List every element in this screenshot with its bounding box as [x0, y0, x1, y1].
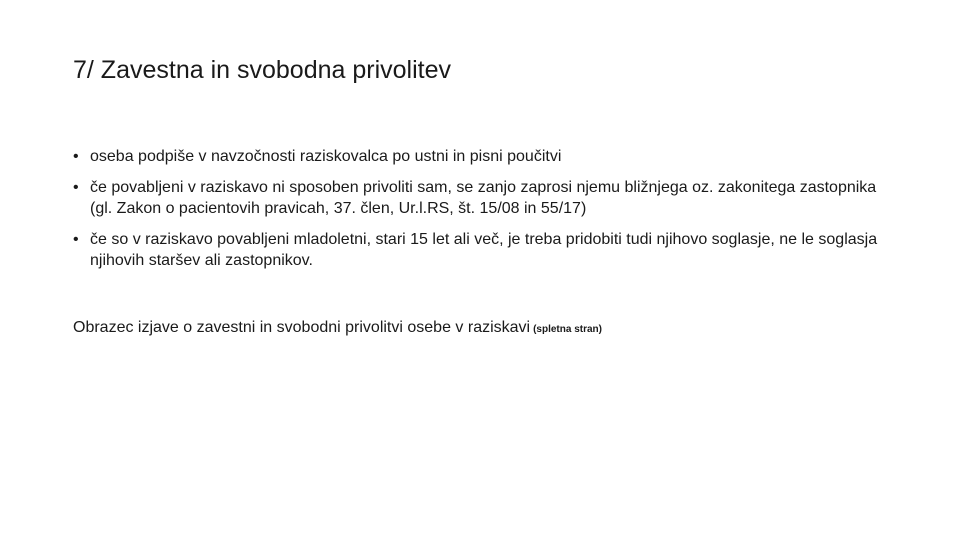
- form-reference-text: Obrazec izjave o zavestni in svobodni privolitvi osebe v raziskavi: [73, 319, 531, 336]
- bullet-icon: •: [73, 148, 79, 165]
- bullet-text: če povabljeni v raziskavo ni sposoben privoliti sam, se zanjo zaprosi njemu bližnjega oz. zakonitega zastopnika (gl. Zakon o pacientovih pravicah, 37. člen, Ur.l.RS, št. 15/08 in 55/17): [90, 179, 877, 217]
- bullet-icon: •: [73, 231, 79, 248]
- bullet-list: [73, 146, 893, 281]
- bullet-icon: •: [73, 179, 79, 196]
- bullet-item: [73, 177, 893, 219]
- slide-title: 7/ Zavestna in svobodna privolitev: [73, 56, 451, 84]
- bullet-text: oseba podpiše v navzočnosti raziskovalca po ustni in pisni poučitvi: [90, 148, 562, 165]
- bullet-item: [73, 146, 893, 167]
- bullet-text: če so v raziskavo povabljeni mladoletni, stari 15 let ali več, je treba pridobiti tudi njihovo soglasje, ne le soglasja njihovih staršev ali zastopnikov.: [90, 231, 878, 269]
- bullet-item: [73, 229, 893, 271]
- form-reference: [73, 317, 602, 341]
- web-page-link[interactable]: (spletna stran): [533, 324, 602, 335]
